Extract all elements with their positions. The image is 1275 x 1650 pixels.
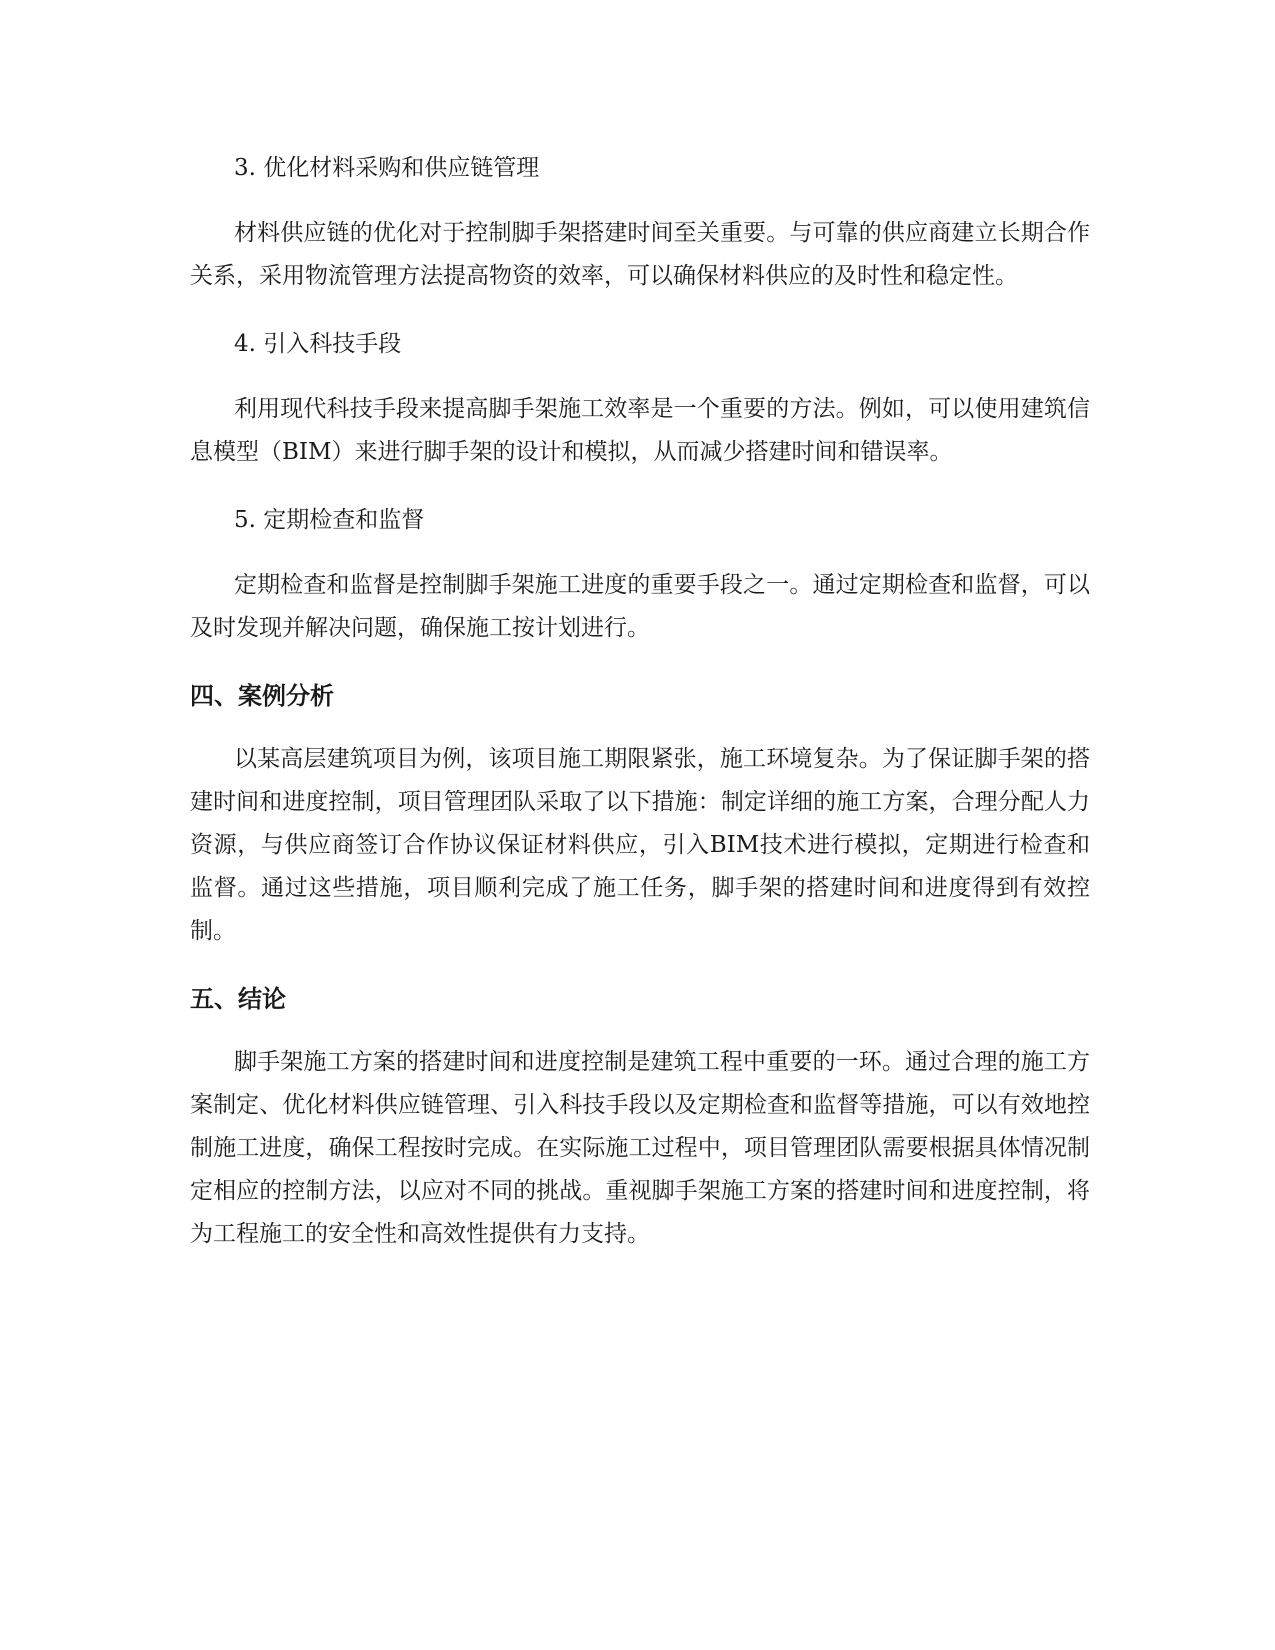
subsection-heading-inspection: 5. 定期检查和监督 [234,507,425,533]
section-heading-conclusion: 五、结论 [190,985,286,1013]
paragraph-conclusion: 脚手架施工方案的搭建时间和进度控制是建筑工程中重要的一环。通过合理的施工方案制定、优化材料供应链管理、引入科技手段以及定期检查和监督等措施，可以有效地控制施工进度，确保工程按时完成。在实际施工过程中，项目管理团队需要根据具体情况制定相应的控制方法，以应对不同的挑战。重视脚手架施工方案的搭建时间和进度控制，将为工程施工的安全性和高效性提供有力支持。 [190,1049,1090,1247]
paragraph-case-study: 以某高层建筑项目为例，该项目施工期限紧张，施工环境复杂。为了保证脚手架的搭建时间和进度控制，项目管理团队采取了以下措施：制定详细的施工方案，合理分配人力资源，与供应商签订合作协议保证材料供应，引入BIM技术进行模拟，定期进行检查和监督。通过这些措施，项目顺利完成了施工任务，脚手架的搭建时间和进度得到有效控制。 [190,746,1090,944]
paragraph-materials: 材料供应链的优化对于控制脚手架搭建时间至关重要。与可靠的供应商建立长期合作关系，采用物流管理方法提高物资的效率，可以确保材料供应的及时性和稳定性。 [190,220,1090,289]
paragraph-inspection: 定期检查和监督是控制脚手架施工进度的重要手段之一。通过定期检查和监督，可以及时发现并解决问题，确保施工按计划进行。 [190,572,1090,641]
document-body [190,148,1090,1282]
subsection-heading-technology: 4. 引入科技手段 [234,331,402,357]
section-heading-case-study: 四、案例分析 [190,682,334,710]
paragraph-technology: 利用现代科技手段来提高脚手架施工效率是一个重要的方法。例如，可以使用建筑信息模型（BIM）来进行脚手架的设计和模拟，从而减少搭建时间和错误率。 [190,396,1090,465]
subsection-heading-materials: 3. 优化材料采购和供应链管理 [234,155,540,181]
